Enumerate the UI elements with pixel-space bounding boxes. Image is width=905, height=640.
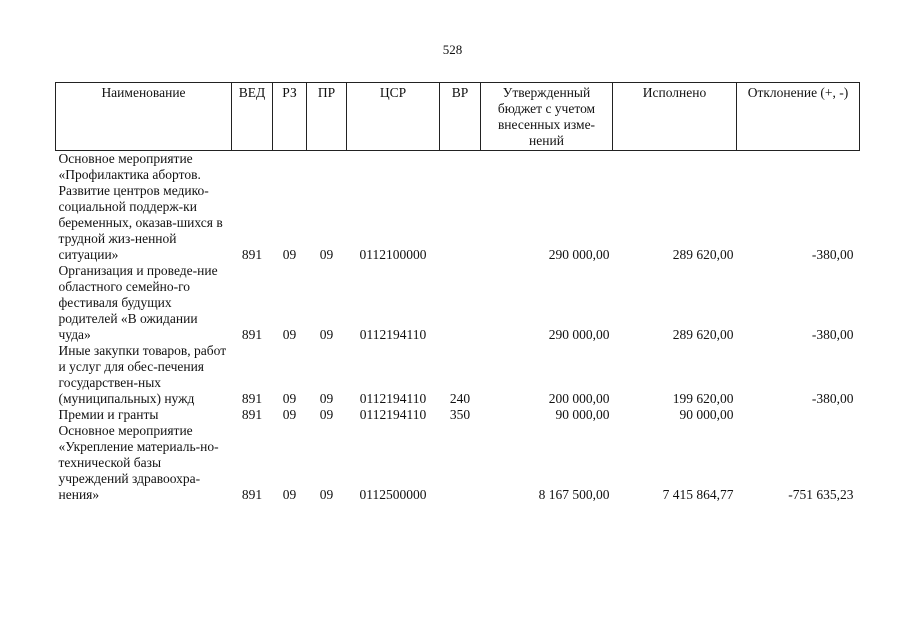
row-deviation: -751 635,23 — [788, 487, 854, 502]
table-row — [56, 423, 860, 503]
row-ved: 891 — [241, 487, 263, 502]
row-approved: 290 000,00 — [548, 247, 610, 262]
table-header-row — [56, 83, 860, 151]
row-name: Основное мероприятие «Профилактика абортов. Развитие центров медико-социальной поддерж-ки беременных, оказав-шихся в трудной жиз-ненной ситуации» — [58, 151, 223, 262]
row-rz: 09 — [282, 391, 297, 406]
header-executed: Исполнено — [613, 83, 737, 151]
row-name: Основное мероприятие «Укрепление материаль-но-технической базы учреждений здравоохра-нения» — [58, 423, 219, 502]
row-csr: 0112194110 — [359, 391, 427, 406]
row-executed: 289 620,00 — [672, 327, 734, 342]
row-vr: 240 — [449, 391, 471, 406]
header-ved: ВЕД — [232, 83, 273, 151]
row-approved: 90 000,00 — [555, 407, 610, 422]
row-csr: 0112100000 — [359, 247, 427, 262]
row-ved: 891 — [241, 327, 263, 342]
row-approved: 8 167 500,00 — [538, 487, 610, 502]
row-pr: 09 — [319, 327, 334, 342]
row-executed: 90 000,00 — [679, 407, 734, 422]
row-csr: 0112194110 — [359, 407, 427, 422]
table-row — [56, 263, 860, 343]
row-rz: 09 — [282, 487, 297, 502]
header-pr: ПР — [307, 83, 347, 151]
row-deviation — [737, 407, 860, 423]
row-name: Организация и проведе-ние областного семейно-го фестиваля будущих родителей «В ожидании чуда» — [58, 263, 218, 342]
budget-execution-table — [55, 82, 860, 503]
row-vr: 350 — [449, 407, 471, 422]
header-approved-budget: Утвержденный бюджет с учетом внесенных изме-нений — [481, 83, 613, 151]
page-number: 528 — [442, 42, 463, 57]
row-deviation: -380,00 — [811, 327, 854, 342]
row-name: Иные закупки товаров, работ и услуг для обес-печения государствен-ных (муниципальных) нужд — [58, 343, 227, 406]
row-deviation: -380,00 — [811, 391, 854, 406]
header-name: Наименование — [56, 83, 232, 151]
row-executed: 7 415 864,77 — [662, 487, 734, 502]
row-vr — [440, 151, 481, 264]
row-ved: 891 — [241, 247, 263, 262]
row-pr: 09 — [319, 247, 334, 262]
row-approved: 290 000,00 — [548, 327, 610, 342]
header-csr: ЦСР — [347, 83, 440, 151]
row-ved: 891 — [241, 407, 263, 422]
table-row — [56, 151, 860, 264]
row-pr: 09 — [319, 407, 334, 422]
row-executed: 289 620,00 — [672, 247, 734, 262]
row-ved: 891 — [241, 391, 263, 406]
header-rz: РЗ — [273, 83, 307, 151]
row-pr: 09 — [319, 391, 334, 406]
table-row — [56, 343, 860, 407]
row-vr — [440, 423, 481, 503]
header-deviation: Отклонение (+, -) — [737, 83, 860, 151]
row-name: Премии и гранты — [58, 407, 159, 422]
header-vr: ВР — [440, 83, 481, 151]
row-deviation: -380,00 — [811, 247, 854, 262]
row-rz: 09 — [282, 407, 297, 422]
table-row — [56, 407, 860, 423]
row-executed: 199 620,00 — [672, 391, 734, 406]
row-csr: 0112194110 — [359, 327, 427, 342]
row-vr — [440, 263, 481, 343]
row-csr: 0112500000 — [359, 487, 427, 502]
row-pr: 09 — [319, 487, 334, 502]
row-approved: 200 000,00 — [548, 391, 610, 406]
row-rz: 09 — [282, 327, 297, 342]
row-rz: 09 — [282, 247, 297, 262]
